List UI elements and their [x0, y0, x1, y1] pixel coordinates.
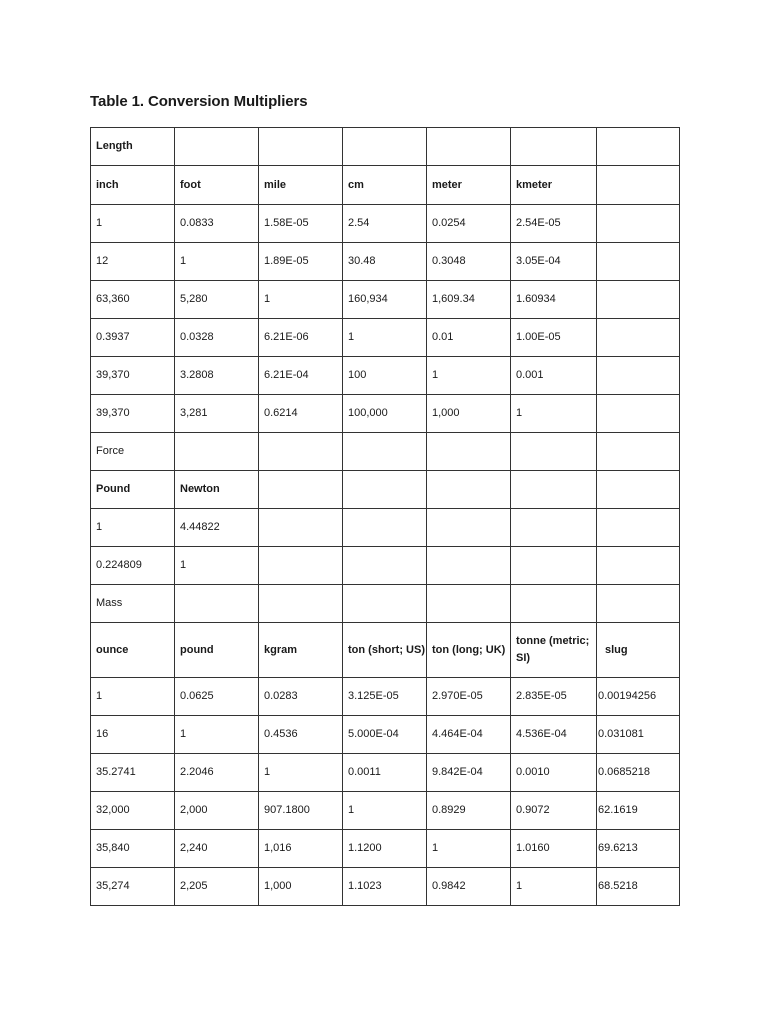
table-cell: 16 [91, 716, 175, 754]
conversion-table [90, 127, 680, 906]
table-cell: 1,000 [427, 395, 511, 433]
table-cell: 35.2741 [91, 754, 175, 792]
table-cell: 2,000 [175, 792, 259, 830]
column-header: meter [427, 166, 511, 205]
table-cell [511, 128, 597, 166]
table-row [91, 281, 680, 319]
table-cell: 1.58E-05 [259, 205, 343, 243]
section-row-mass [91, 585, 680, 623]
table-cell: 0.9072 [511, 792, 597, 830]
table-cell: 0.8929 [427, 792, 511, 830]
table-cell [597, 433, 680, 471]
header-row-mass [91, 623, 680, 678]
table-cell: 39,370 [91, 395, 175, 433]
table-cell [343, 433, 427, 471]
table-cell: 1 [175, 243, 259, 281]
conversion-table-body [91, 128, 680, 906]
table-cell [597, 395, 680, 433]
table-cell [597, 547, 680, 585]
table-cell: 1 [91, 678, 175, 716]
table-row [91, 509, 680, 547]
table-cell: 0.224809 [91, 547, 175, 585]
table-cell [597, 128, 680, 166]
table-cell: 1.60934 [511, 281, 597, 319]
table-row [91, 547, 680, 585]
table-cell: 1 [511, 868, 597, 906]
header-row-force [91, 471, 680, 509]
table-cell: 2.835E-05 [511, 678, 597, 716]
table-cell [259, 471, 343, 509]
table-cell [427, 509, 511, 547]
table-cell: 1,016 [259, 830, 343, 868]
table-cell: 1,609.34 [427, 281, 511, 319]
section-row-force [91, 433, 680, 471]
table-cell [259, 585, 343, 623]
table-cell: 1 [175, 547, 259, 585]
column-header: Pound [91, 471, 175, 509]
table-cell [511, 433, 597, 471]
table-cell [597, 585, 680, 623]
table-cell: 3.2808 [175, 357, 259, 395]
column-header: Newton [175, 471, 259, 509]
table-cell [259, 547, 343, 585]
table-cell: 0.00194256 [597, 678, 680, 716]
column-header: cm [343, 166, 427, 205]
table-cell [597, 166, 680, 205]
table-cell [511, 471, 597, 509]
table-cell: 4.464E-04 [427, 716, 511, 754]
table-cell: 1 [259, 754, 343, 792]
table-cell: 0.0011 [343, 754, 427, 792]
table-cell [427, 433, 511, 471]
table-cell: 1.0160 [511, 830, 597, 868]
table-cell [597, 205, 680, 243]
table-cell: 0.9842 [427, 868, 511, 906]
table-cell [597, 281, 680, 319]
table-cell: 0.01 [427, 319, 511, 357]
table-row [91, 716, 680, 754]
table-cell: 30.48 [343, 243, 427, 281]
table-cell: 2.2046 [175, 754, 259, 792]
table-cell: 1 [343, 792, 427, 830]
table-cell: 68.5218 [597, 868, 680, 906]
table-cell: 6.21E-06 [259, 319, 343, 357]
column-header: tonne (metric; SI) [511, 623, 597, 678]
table-cell [343, 471, 427, 509]
table-cell [597, 319, 680, 357]
table-cell [175, 585, 259, 623]
table-cell: 35,274 [91, 868, 175, 906]
table-cell: 1,000 [259, 868, 343, 906]
table-cell: 1.00E-05 [511, 319, 597, 357]
column-header: ton (short; US) [343, 623, 427, 678]
section-row-length [91, 128, 680, 166]
table-title: Table 1. Conversion Multipliers [90, 93, 308, 110]
table-cell: 0.0833 [175, 205, 259, 243]
table-cell: 1 [91, 509, 175, 547]
table-cell: 0.001 [511, 357, 597, 395]
table-cell: 0.0625 [175, 678, 259, 716]
table-cell [343, 128, 427, 166]
column-header: kgram [259, 623, 343, 678]
table-cell: 0.0328 [175, 319, 259, 357]
table-row [91, 357, 680, 395]
table-cell: 4.44822 [175, 509, 259, 547]
table-cell: 2.54E-05 [511, 205, 597, 243]
table-cell: 0.0283 [259, 678, 343, 716]
table-cell: 0.0254 [427, 205, 511, 243]
table-row [91, 243, 680, 281]
table-row [91, 395, 680, 433]
table-cell [597, 471, 680, 509]
column-header: slug [597, 623, 680, 678]
section-label-force: Force [91, 433, 175, 471]
table-cell [427, 128, 511, 166]
section-label-mass: Mass [91, 585, 175, 623]
table-cell: 1 [511, 395, 597, 433]
table-cell: 1 [91, 205, 175, 243]
table-cell: 69.6213 [597, 830, 680, 868]
table-row [91, 792, 680, 830]
column-header: mile [259, 166, 343, 205]
table-cell: 0.3048 [427, 243, 511, 281]
table-cell: 2.970E-05 [427, 678, 511, 716]
table-cell [259, 509, 343, 547]
table-cell: 9.842E-04 [427, 754, 511, 792]
column-header: ounce [91, 623, 175, 678]
table-cell: 0.3937 [91, 319, 175, 357]
table-cell: 160,934 [343, 281, 427, 319]
table-cell: 3.05E-04 [511, 243, 597, 281]
table-cell: 100 [343, 357, 427, 395]
table-cell [427, 471, 511, 509]
table-cell: 3.125E-05 [343, 678, 427, 716]
table-cell [597, 357, 680, 395]
table-cell: 2,240 [175, 830, 259, 868]
header-row-length [91, 166, 680, 205]
table-cell: 2.54 [343, 205, 427, 243]
column-header: foot [175, 166, 259, 205]
table-cell: 0.0010 [511, 754, 597, 792]
table-cell: 5.000E-04 [343, 716, 427, 754]
table-row [91, 205, 680, 243]
table-cell: 1 [427, 357, 511, 395]
table-cell: 0.031081 [597, 716, 680, 754]
section-label-length: Length [91, 128, 175, 166]
table-cell: 35,840 [91, 830, 175, 868]
table-row [91, 868, 680, 906]
table-cell: 62.1619 [597, 792, 680, 830]
table-row [91, 754, 680, 792]
table-cell [175, 433, 259, 471]
table-cell [259, 433, 343, 471]
table-cell [597, 509, 680, 547]
table-cell: 3,281 [175, 395, 259, 433]
table-cell [343, 509, 427, 547]
table-cell: 39,370 [91, 357, 175, 395]
table-cell: 63,360 [91, 281, 175, 319]
table-cell: 1.89E-05 [259, 243, 343, 281]
table-cell: 1.1023 [343, 868, 427, 906]
table-cell [343, 547, 427, 585]
table-cell: 2,205 [175, 868, 259, 906]
table-cell [343, 585, 427, 623]
table-cell: 0.0685218 [597, 754, 680, 792]
column-header: pound [175, 623, 259, 678]
table-row [91, 830, 680, 868]
table-cell [511, 509, 597, 547]
table-cell: 1 [343, 319, 427, 357]
column-header: kmeter [511, 166, 597, 205]
table-cell [259, 128, 343, 166]
table-cell: 1 [259, 281, 343, 319]
table-cell: 5,280 [175, 281, 259, 319]
table-cell [427, 547, 511, 585]
table-cell: 907.1800 [259, 792, 343, 830]
table-cell: 1 [427, 830, 511, 868]
table-row [91, 319, 680, 357]
table-cell: 0.6214 [259, 395, 343, 433]
table-cell: 12 [91, 243, 175, 281]
table-row [91, 678, 680, 716]
table-cell: 0.4536 [259, 716, 343, 754]
table-cell: 100,000 [343, 395, 427, 433]
table-cell: 6.21E-04 [259, 357, 343, 395]
table-cell [175, 128, 259, 166]
table-cell [511, 585, 597, 623]
column-header: inch [91, 166, 175, 205]
table-cell: 4.536E-04 [511, 716, 597, 754]
table-cell [427, 585, 511, 623]
column-header: ton (long; UK) [427, 623, 511, 678]
table-cell: 1 [175, 716, 259, 754]
table-cell [597, 243, 680, 281]
table-cell [511, 547, 597, 585]
table-cell: 32,000 [91, 792, 175, 830]
table-cell: 1.1200 [343, 830, 427, 868]
